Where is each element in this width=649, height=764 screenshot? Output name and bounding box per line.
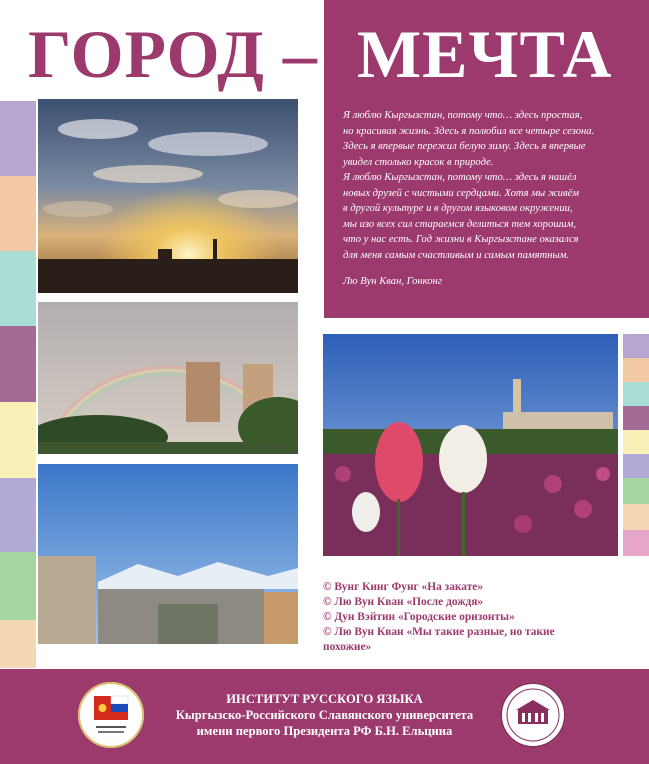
quote-line: Здесь я впервые пережил белую зиму. Здесь я впервые	[343, 141, 586, 152]
quote-line: в другой культуре и в другом языковом окружении,	[343, 203, 573, 214]
quote-line: для меня самым счастливым и самым памятным.	[343, 249, 570, 261]
quote-line: увидел столько красок в природе.	[343, 156, 494, 168]
institute-emblem-icon	[500, 682, 566, 748]
institute-line-3: имени первого Президента РФ Б.Н. Ельцина	[196, 724, 453, 738]
stripe	[0, 552, 36, 620]
stripe	[0, 402, 36, 478]
stripe	[0, 101, 36, 176]
krsu-logo-icon	[78, 682, 144, 748]
stripe	[623, 454, 649, 478]
stripe	[623, 478, 649, 504]
quote-author: Лю Вун Кван, Гонконг	[343, 276, 442, 287]
quote-line: Я люблю Кыргызстан, потому что… здесь простая,	[343, 110, 583, 121]
footer	[0, 669, 649, 764]
stripe	[0, 176, 36, 251]
credit-line: © Дун Вэйтин «Городские оризонты»	[323, 611, 515, 623]
stripe	[623, 382, 649, 406]
quote-text	[343, 108, 625, 263]
stripe	[0, 620, 36, 668]
quote-line: что у нас есть. Год жизни в Кыргызстане оказался	[343, 234, 579, 245]
rainbow-photo	[38, 302, 298, 454]
title-right: МЕЧТА	[357, 16, 613, 92]
credit-line: © Вунг Кинг Фунг «На закате»	[323, 581, 484, 593]
stripe	[0, 251, 36, 326]
stripe	[623, 530, 649, 556]
tulips-photo	[323, 334, 618, 556]
stripe	[623, 504, 649, 530]
city-mountains-photo	[38, 464, 298, 644]
stripe	[623, 358, 649, 382]
photo-credits	[323, 580, 623, 655]
stripe	[0, 326, 36, 402]
stripe	[0, 478, 36, 552]
quote-line: Я люблю Кыргызстан, потому что… здесь я нашёл	[343, 172, 577, 183]
title-left: ГОРОД –	[28, 16, 318, 92]
quote-line: новых друзей с чистыми сердцами. Хотя мы живём	[343, 187, 580, 199]
institute-line-2: Кыргызско-Российского Славянского университета	[175, 708, 474, 722]
credit-line: © Лю Вун Кван «После дождя»	[323, 596, 484, 608]
credit-line: похожие»	[323, 641, 372, 653]
credit-line: © Лю Вун Кван «Мы такие разные, но такие	[323, 626, 555, 638]
quote-line: мы изо всех сил стараемся делиться тем хорошим,	[343, 218, 576, 230]
stripe	[623, 430, 649, 454]
institute-text	[150, 691, 499, 739]
stripe	[623, 334, 649, 358]
quote-line: но красивая жизнь. Здесь я полюбил все четыре сезона.	[343, 125, 595, 137]
sunset-photo	[38, 99, 298, 293]
institute-line-1: ИНСТИТУТ РУССКОГО ЯЗЫКА	[226, 692, 423, 706]
stripe	[623, 406, 649, 430]
